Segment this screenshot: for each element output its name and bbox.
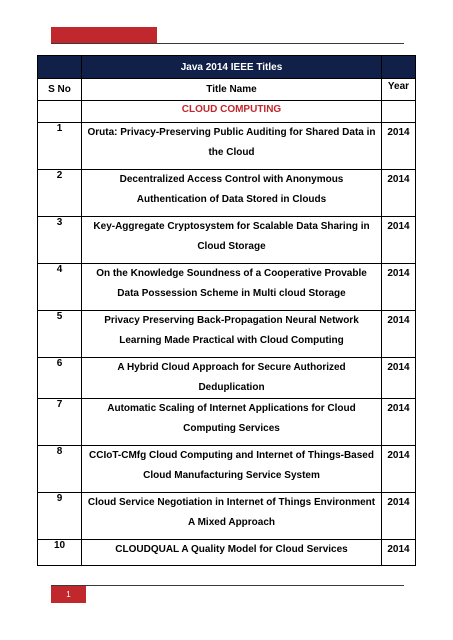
row-title: Privacy Preserving Back-Propagation Neural Network Learning Made Practical with Cloud Computing — [82, 311, 382, 358]
table-row — [38, 446, 416, 493]
row-sno: 1 — [38, 123, 82, 170]
row-year: 2014 — [382, 399, 416, 446]
row-year: 2014 — [382, 446, 416, 493]
page-number: 1 — [51, 586, 86, 603]
table-row — [38, 123, 416, 170]
table-heading-row — [38, 56, 416, 79]
titles-table — [37, 55, 416, 566]
row-year: 2014 — [382, 264, 416, 311]
row-sno: 10 — [38, 540, 82, 566]
row-sno: 5 — [38, 311, 82, 358]
column-header-year: Year — [382, 79, 416, 101]
row-title: CCIoT-CMfg Cloud Computing and Internet of Things-Based Cloud Manufacturing Service System — [82, 446, 382, 493]
row-title: On the Knowledge Soundness of a Cooperative Provable Data Possession Scheme in Multi cloud Storage — [82, 264, 382, 311]
row-sno: 6 — [38, 358, 82, 399]
table-row — [38, 217, 416, 264]
table-row — [38, 264, 416, 311]
column-header-sno: S No — [38, 79, 82, 101]
row-year: 2014 — [382, 358, 416, 399]
table-row — [38, 540, 416, 566]
row-title: Cloud Service Negotiation in Internet of Things Environment A Mixed Approach — [82, 493, 382, 540]
row-title: A Hybrid Cloud Approach for Secure Authorized Deduplication — [82, 358, 382, 399]
row-year: 2014 — [382, 540, 416, 566]
category-label: CLOUD COMPUTING — [82, 101, 382, 123]
heading-empty-cell — [38, 56, 82, 79]
row-title: Key-Aggregate Cryptosystem for Scalable Data Sharing in Cloud Storage — [82, 217, 382, 264]
heading-empty-cell — [382, 56, 416, 79]
table-row — [38, 493, 416, 540]
category-row — [38, 101, 416, 123]
table-row — [38, 399, 416, 446]
column-header-title: Title Name — [82, 79, 382, 101]
row-year: 2014 — [382, 493, 416, 540]
footer-divider — [51, 585, 404, 586]
row-title: Oruta: Privacy-Preserving Public Auditing for Shared Data in the Cloud — [82, 123, 382, 170]
row-sno: 8 — [38, 446, 82, 493]
category-empty-cell — [38, 101, 82, 123]
row-sno: 4 — [38, 264, 82, 311]
row-title: CLOUDQUAL A Quality Model for Cloud Services — [82, 540, 382, 566]
row-sno: 2 — [38, 170, 82, 217]
row-title: Automatic Scaling of Internet Applications for Cloud Computing Services — [82, 399, 382, 446]
table-row — [38, 358, 416, 399]
table-heading: Java 2014 IEEE Titles — [82, 56, 382, 79]
header-accent-bar — [51, 27, 157, 43]
row-sno: 3 — [38, 217, 82, 264]
table-row — [38, 170, 416, 217]
row-year: 2014 — [382, 123, 416, 170]
row-sno: 7 — [38, 399, 82, 446]
row-year: 2014 — [382, 311, 416, 358]
row-year: 2014 — [382, 217, 416, 264]
header-divider — [51, 43, 404, 44]
row-title: Decentralized Access Control with Anonymous Authentication of Data Stored in Clouds — [82, 170, 382, 217]
row-sno: 9 — [38, 493, 82, 540]
table-row — [38, 311, 416, 358]
row-year: 2014 — [382, 170, 416, 217]
category-empty-cell — [382, 101, 416, 123]
column-header-row — [38, 79, 416, 101]
